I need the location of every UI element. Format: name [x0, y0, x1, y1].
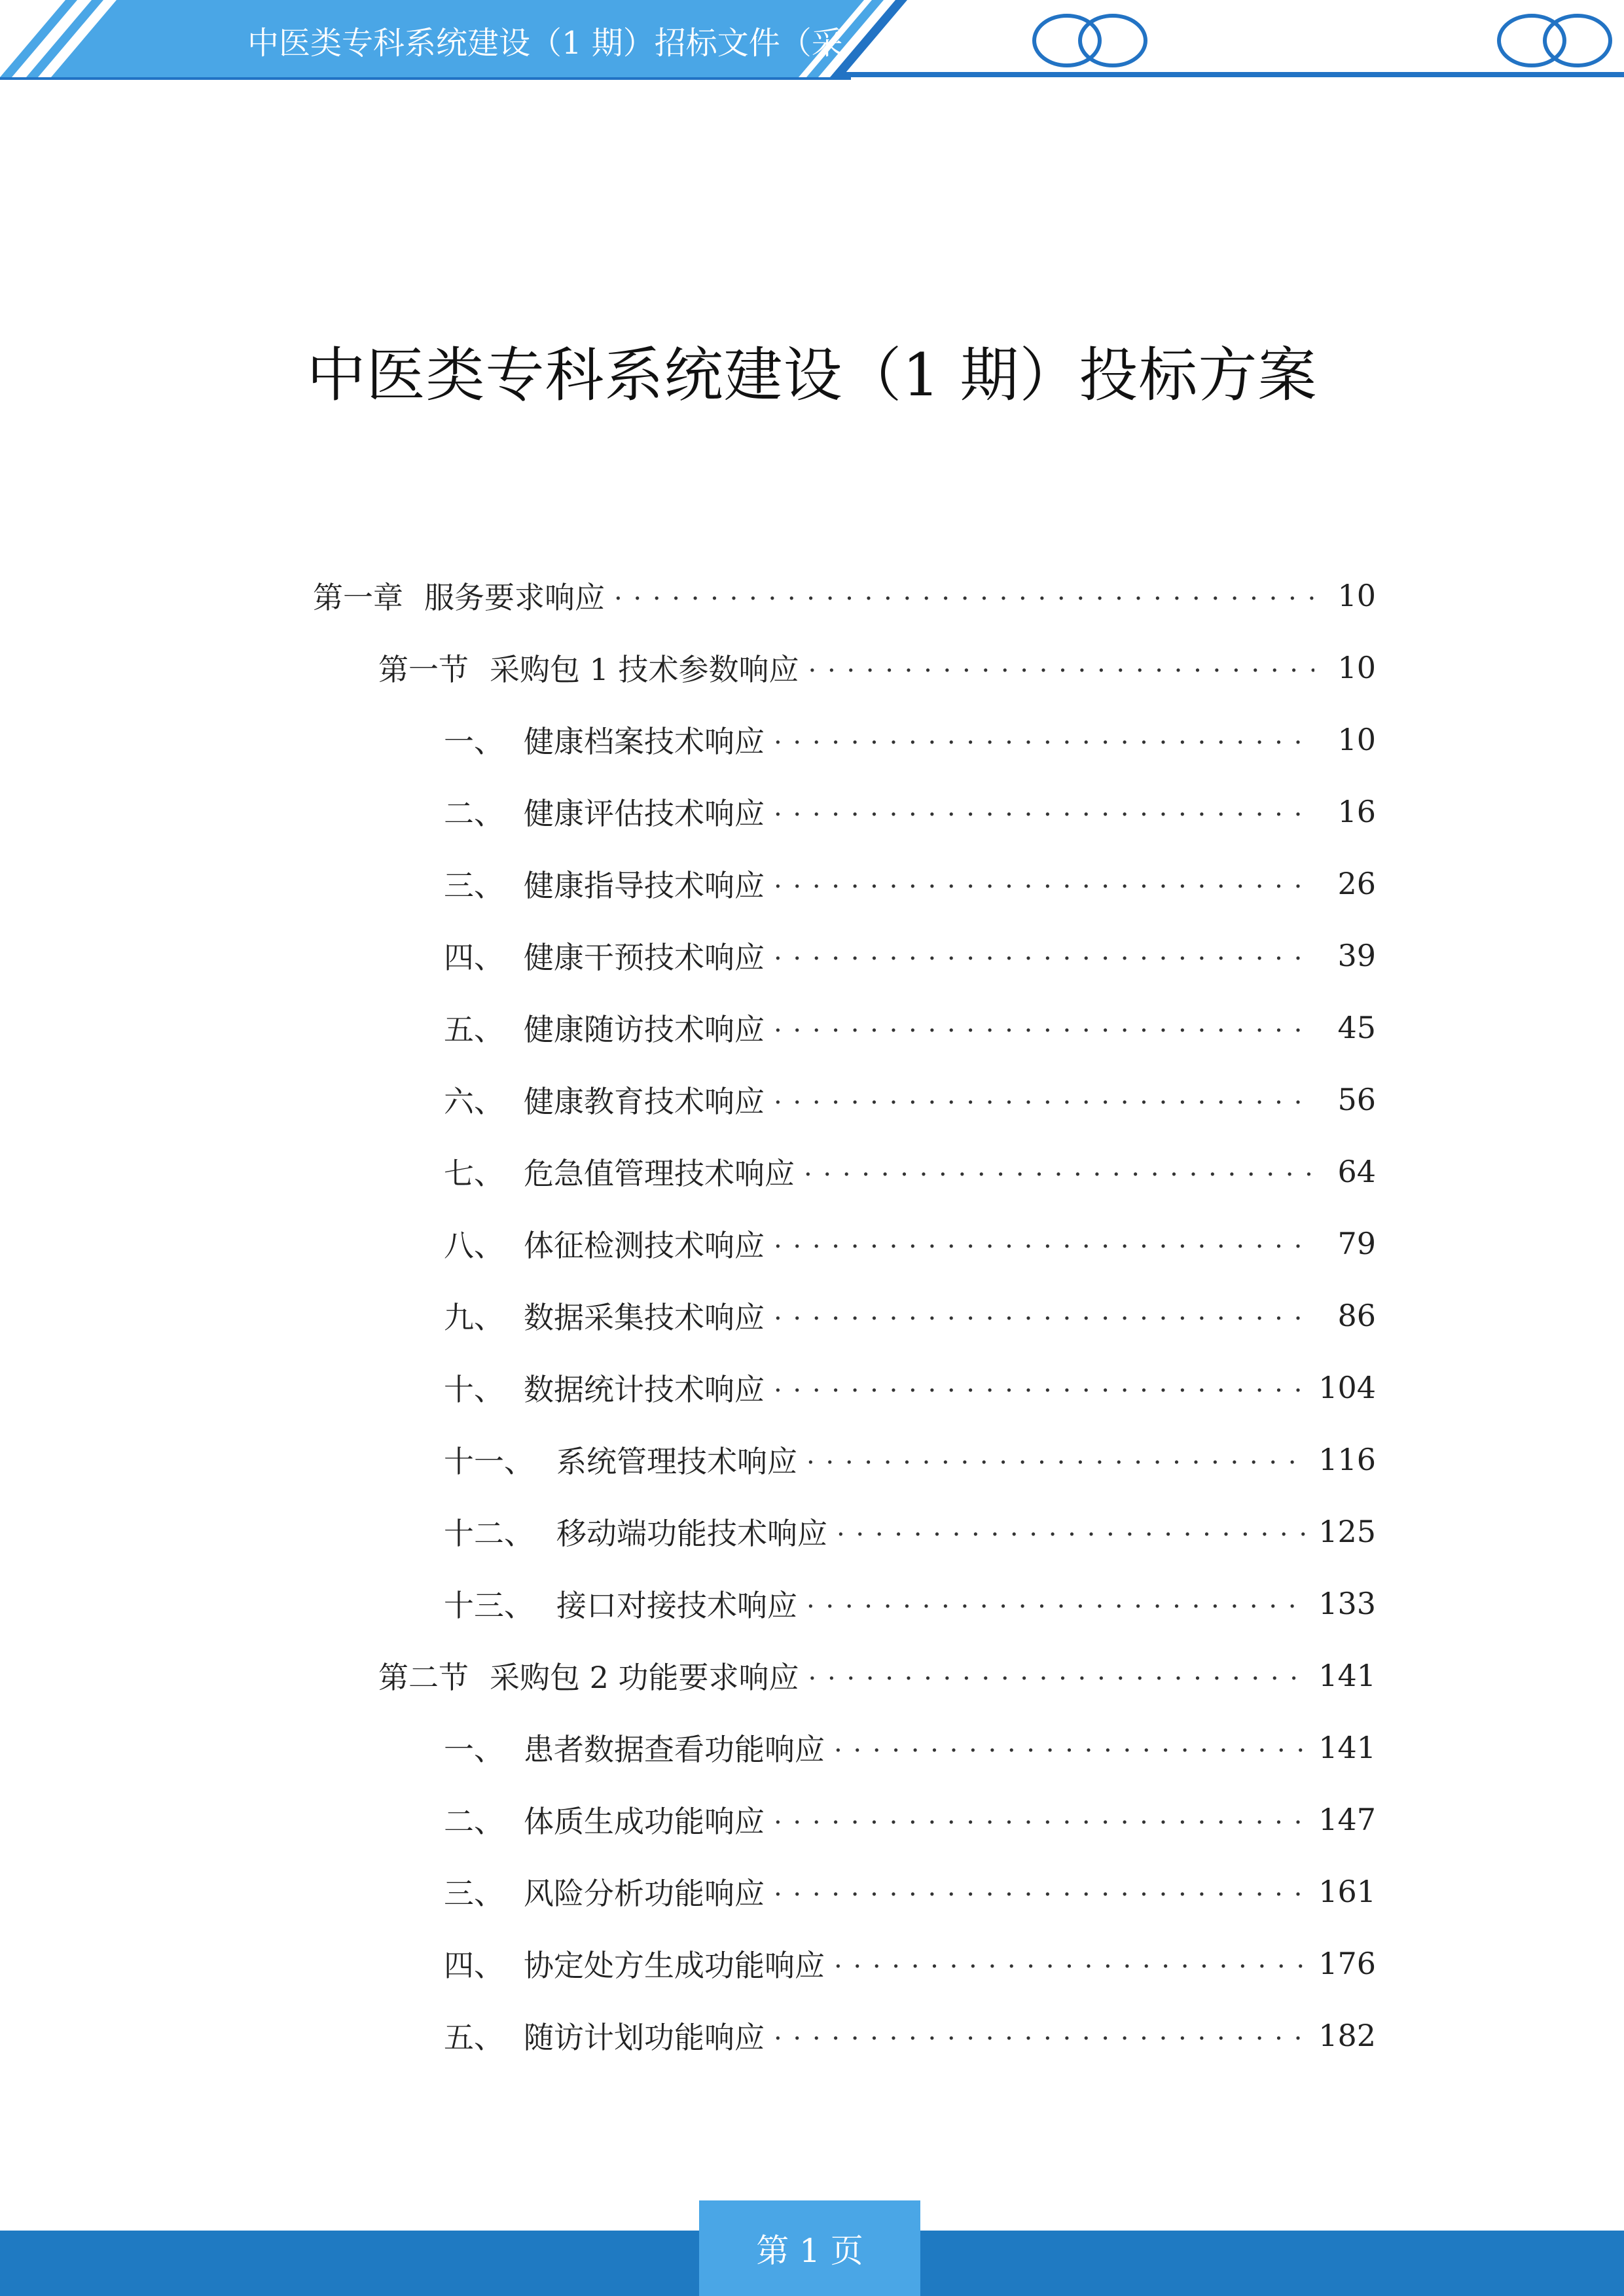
- toc-entry-title: 患者数据查看功能响应: [524, 1732, 825, 1767]
- toc-entry-number: 三、: [444, 1876, 504, 1911]
- toc-dot-leader: [774, 713, 1314, 766]
- toc-entry-title: 危急值管理技术响应: [524, 1156, 795, 1191]
- toc-dot-leader: [834, 1721, 1309, 1774]
- toc-entry-number: 六、: [444, 1084, 504, 1119]
- toc-entry-title: 健康随访技术响应: [524, 1012, 765, 1047]
- toc-entry-title: 风险分析功能响应: [524, 1876, 765, 1911]
- toc-entry[interactable]: [444, 1361, 1376, 1414]
- toc-dot-leader: [804, 1145, 1314, 1198]
- toc-entry[interactable]: [444, 1433, 1376, 1486]
- toc-dot-leader: [774, 1793, 1309, 1846]
- toc-entry-page: 141: [1318, 1730, 1376, 1765]
- toc-dot-leader: [837, 1505, 1309, 1558]
- header-rule: [842, 72, 1624, 77]
- toc-entry-title: 健康干预技术响应: [524, 940, 765, 975]
- toc-entry-title: 健康教育技术响应: [524, 1084, 765, 1119]
- toc-entry-title: 协定处方生成功能响应: [524, 1948, 825, 1983]
- toc-entry-title: 健康档案技术响应: [524, 724, 765, 759]
- toc-entry[interactable]: [378, 1649, 1376, 1702]
- toc-dot-leader: [774, 1289, 1314, 1342]
- toc-entry[interactable]: [444, 1865, 1376, 1918]
- document-title: 中医类专科系统建设（1 期）投标方案: [306, 341, 1318, 410]
- toc-entry[interactable]: [444, 1937, 1376, 1990]
- toc-entry-page: 39: [1337, 938, 1376, 973]
- toc-entry-number: 十三、: [444, 1588, 534, 1623]
- toc-entry-title: 采购包 2 功能要求响应: [490, 1660, 799, 1695]
- toc-entry-page: 176: [1318, 1946, 1376, 1981]
- toc-dot-leader: [806, 1577, 1309, 1630]
- toc-entry-title: 服务要求响应: [424, 580, 605, 615]
- toc-entry-page: 182: [1318, 2018, 1376, 2053]
- toc-entry-page: 125: [1318, 1514, 1376, 1549]
- toc-entry[interactable]: [444, 2009, 1376, 2062]
- toc-entry-title: 系统管理技术响应: [556, 1444, 797, 1479]
- toc-entry-page: 79: [1337, 1226, 1376, 1261]
- toc-entry-page: 10: [1337, 578, 1376, 613]
- toc-dot-leader: [774, 1217, 1314, 1270]
- toc-entry-title: 体征检测技术响应: [524, 1228, 765, 1263]
- header-title: 中医类专科系统建设（1 期）招标文件（采: [247, 25, 843, 62]
- toc-entry-title: 数据统计技术响应: [524, 1372, 765, 1407]
- toc-entry[interactable]: [444, 1577, 1376, 1630]
- toc-entry[interactable]: [444, 1073, 1376, 1126]
- toc-entry-title: 体质生成功能响应: [524, 1804, 765, 1839]
- toc-entry[interactable]: [444, 1001, 1376, 1054]
- toc-dot-leader: [806, 1433, 1309, 1486]
- toc-dot-leader: [774, 2009, 1309, 2062]
- toc-entry-title: 健康指导技术响应: [524, 868, 765, 903]
- toc-dot-leader: [774, 857, 1314, 910]
- page-number: 第 1 页: [699, 2200, 920, 2296]
- toc-entry-title: 采购包 1 技术参数响应: [490, 652, 799, 687]
- toc-entry-page: 16: [1337, 794, 1376, 829]
- toc-entry[interactable]: [444, 785, 1376, 838]
- toc-entry-number: 十一、: [444, 1444, 534, 1479]
- toc-dot-leader: [808, 1649, 1310, 1702]
- toc-dot-leader: [774, 785, 1314, 838]
- toc-entry-number: 第一节: [378, 652, 469, 687]
- toc-dot-leader: [774, 929, 1314, 982]
- toc-entry[interactable]: [444, 929, 1376, 982]
- toc-entry-number: 第二节: [378, 1660, 469, 1695]
- toc-entry-number: 四、: [444, 940, 504, 975]
- toc-entry-number: 五、: [444, 2020, 504, 2055]
- toc-entry-number: 五、: [444, 1012, 504, 1047]
- toc-entry-number: 十、: [444, 1372, 504, 1407]
- toc-entry-number: 三、: [444, 868, 504, 903]
- toc-entry-page: 141: [1318, 1658, 1376, 1693]
- toc-entry[interactable]: [444, 1721, 1376, 1774]
- toc-entry-number: 二、: [444, 796, 504, 831]
- toc-entry[interactable]: [444, 1217, 1376, 1270]
- toc-entry-number: 九、: [444, 1300, 504, 1335]
- toc-entry-page: 26: [1337, 866, 1376, 901]
- toc-entry-number: 一、: [444, 724, 504, 759]
- toc-entry-page: 104: [1318, 1370, 1376, 1405]
- toc-dot-leader: [808, 641, 1314, 694]
- toc-dot-leader: [834, 1937, 1309, 1990]
- toc-entry-page: 161: [1318, 1874, 1376, 1909]
- interlocking-rings-icon: [1034, 16, 1146, 65]
- toc-entry[interactable]: [378, 641, 1376, 694]
- toc-entry-page: 56: [1337, 1082, 1376, 1117]
- toc-entry[interactable]: [444, 1145, 1376, 1198]
- toc-dot-leader: [774, 1073, 1314, 1126]
- toc-entry-title: 随访计划功能响应: [524, 2020, 765, 2055]
- header-rule-left: [0, 77, 851, 80]
- toc-entry[interactable]: [444, 1289, 1376, 1342]
- toc-dot-leader: [614, 569, 1314, 622]
- page-header: [0, 0, 1624, 85]
- toc-dot-leader: [774, 1361, 1309, 1414]
- toc-entry[interactable]: [444, 1793, 1376, 1846]
- toc-entry-title: 数据采集技术响应: [524, 1300, 765, 1335]
- toc-dot-leader: [774, 1865, 1309, 1918]
- toc-entry-number: 八、: [444, 1228, 504, 1263]
- toc-entry-page: 147: [1318, 1802, 1376, 1837]
- toc-entry[interactable]: [444, 857, 1376, 910]
- toc-entry-page: 116: [1318, 1442, 1376, 1477]
- toc-entry-page: 45: [1337, 1010, 1376, 1045]
- interlocking-rings-icon: [1499, 16, 1610, 65]
- toc-entry[interactable]: [444, 713, 1376, 766]
- toc-entry-page: 10: [1337, 722, 1376, 757]
- toc-entry-title: 接口对接技术响应: [556, 1588, 797, 1623]
- toc-entry-number: 第一章: [313, 580, 403, 615]
- toc-entry-number: 四、: [444, 1948, 504, 1983]
- toc-entry-number: 十二、: [444, 1516, 534, 1551]
- toc-entry-title: 健康评估技术响应: [524, 796, 765, 831]
- toc-entry-number: 七、: [444, 1156, 504, 1191]
- toc-entry-title: 移动端功能技术响应: [556, 1516, 827, 1551]
- toc-entry-page: 64: [1337, 1154, 1376, 1189]
- toc-entry-page: 86: [1337, 1298, 1376, 1333]
- toc-entry-page: 10: [1337, 650, 1376, 685]
- toc-entry-page: 133: [1318, 1586, 1376, 1621]
- toc-dot-leader: [774, 1001, 1314, 1054]
- toc-entry[interactable]: [313, 569, 1376, 622]
- toc-entry-number: 二、: [444, 1804, 504, 1839]
- toc-entry-number: 一、: [444, 1732, 504, 1767]
- toc-entry[interactable]: [444, 1505, 1376, 1558]
